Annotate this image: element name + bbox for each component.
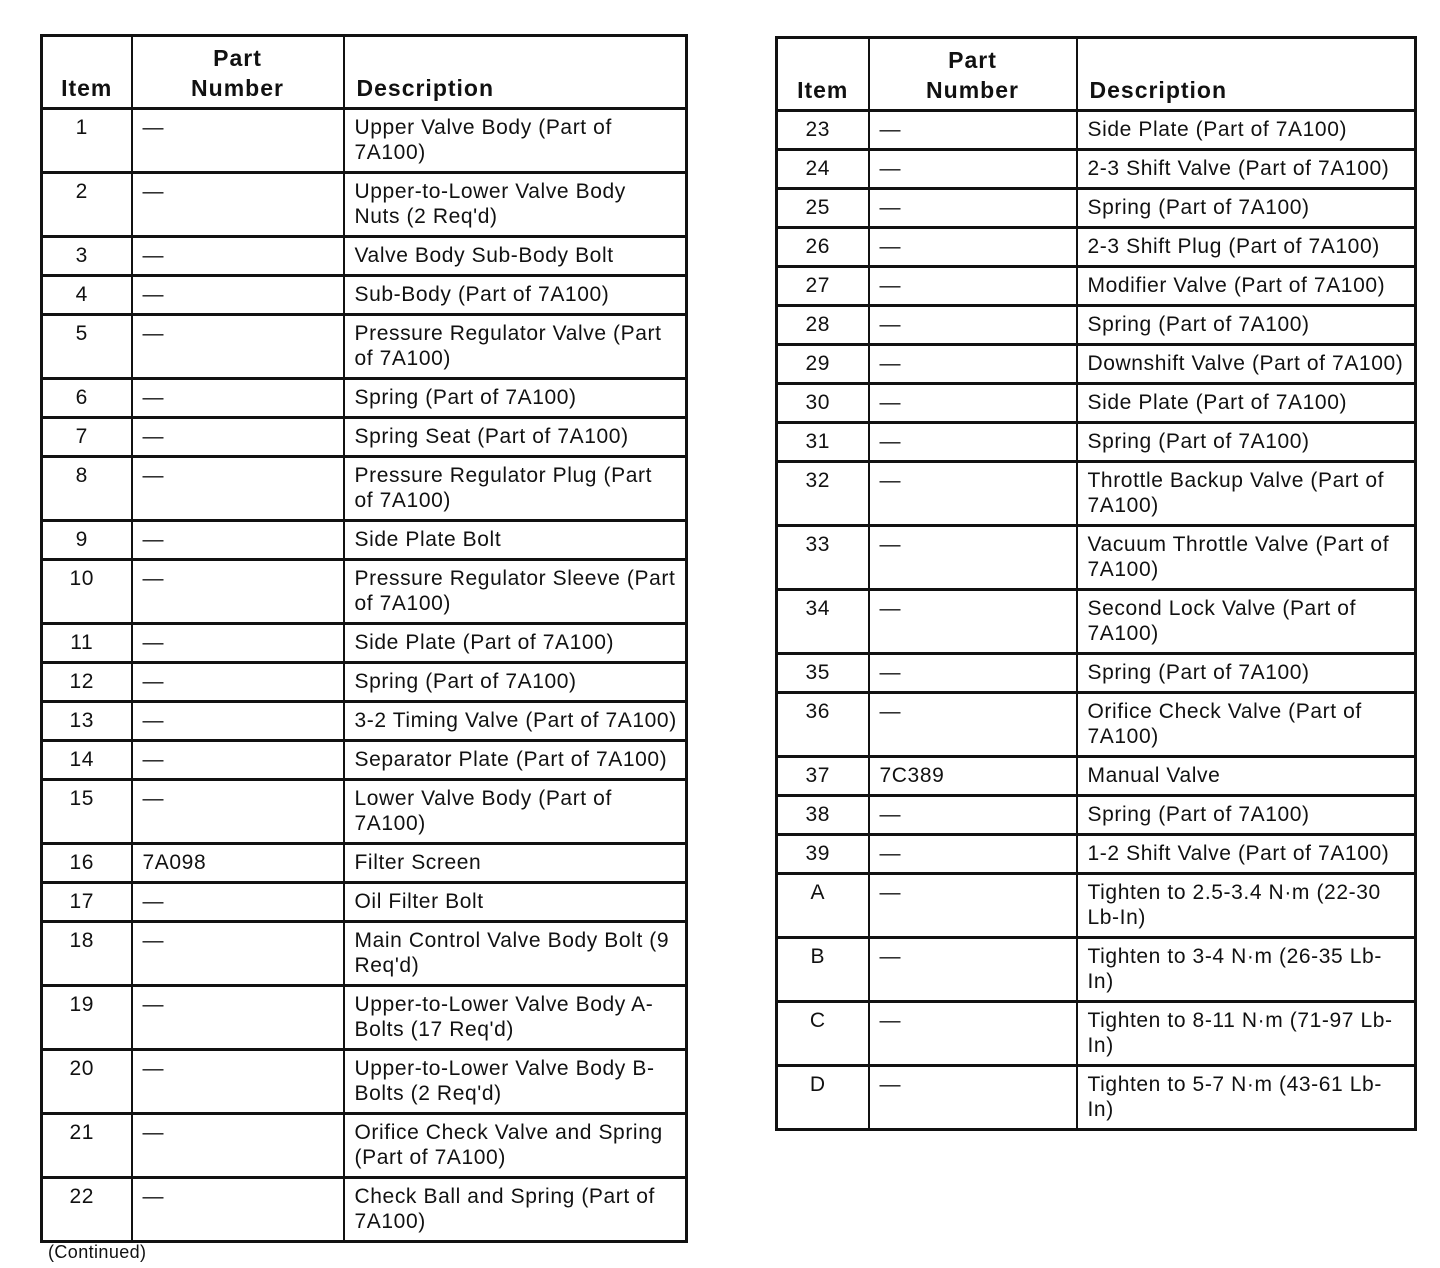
table-row [777, 267, 1416, 306]
table-row [777, 345, 1416, 384]
part-description: Separator Plate (Part of 7A100) [344, 741, 687, 780]
column-header-item: Item [42, 36, 132, 109]
part-number: — [869, 654, 1077, 693]
table-row [42, 1050, 687, 1114]
part-number: — [132, 663, 344, 702]
item-number: 10 [42, 560, 132, 624]
part-description: Pressure Regulator Valve (Part of 7A100) [344, 315, 687, 379]
item-number: A [777, 874, 869, 938]
column-header-part-number: Part Number [132, 36, 344, 109]
table-row [42, 1178, 687, 1242]
part-number: 7A098 [132, 844, 344, 883]
table-row [777, 306, 1416, 345]
table-header-row [42, 36, 687, 109]
column-header-description: Description [1077, 38, 1416, 111]
part-number: — [869, 590, 1077, 654]
item-number: 36 [777, 693, 869, 757]
table-row [777, 938, 1416, 1002]
item-number: C [777, 1002, 869, 1066]
part-description: Manual Valve [1077, 757, 1416, 796]
table-row [777, 796, 1416, 835]
part-number: — [132, 237, 344, 276]
table-row [777, 526, 1416, 590]
table-row [42, 457, 687, 521]
table-row [777, 150, 1416, 189]
table-row [42, 986, 687, 1050]
part-description: Spring (Part of 7A100) [1077, 654, 1416, 693]
table-row [777, 874, 1416, 938]
table-row [777, 654, 1416, 693]
part-number: — [132, 624, 344, 663]
table-row [777, 835, 1416, 874]
part-description: Spring (Part of 7A100) [1077, 189, 1416, 228]
part-number: — [869, 111, 1077, 150]
item-number: 32 [777, 462, 869, 526]
table-row [777, 693, 1416, 757]
item-number: 22 [42, 1178, 132, 1242]
part-number: — [869, 306, 1077, 345]
column-header-part-number: Part Number [869, 38, 1077, 111]
table-row [777, 189, 1416, 228]
part-number: — [869, 345, 1077, 384]
table-row [42, 780, 687, 844]
item-number: 9 [42, 521, 132, 560]
table-row [42, 702, 687, 741]
item-number: 7 [42, 418, 132, 457]
part-number: 7C389 [869, 757, 1077, 796]
table-row [777, 423, 1416, 462]
part-description: 1-2 Shift Valve (Part of 7A100) [1077, 835, 1416, 874]
part-description: Lower Valve Body (Part of 7A100) [344, 780, 687, 844]
part-number: — [869, 150, 1077, 189]
part-number: — [869, 874, 1077, 938]
table-row [777, 462, 1416, 526]
item-number: 26 [777, 228, 869, 267]
item-number: 5 [42, 315, 132, 379]
item-number: 23 [777, 111, 869, 150]
part-description: Side Plate Bolt [344, 521, 687, 560]
part-description: Upper-to-Lower Valve Body A-Bolts (17 Req'd) [344, 986, 687, 1050]
part-description: Upper Valve Body (Part of 7A100) [344, 109, 687, 173]
part-number: — [132, 702, 344, 741]
part-number: — [132, 1114, 344, 1178]
part-number: — [132, 922, 344, 986]
table-row [42, 844, 687, 883]
item-number: 13 [42, 702, 132, 741]
item-number: 20 [42, 1050, 132, 1114]
table-row [42, 173, 687, 237]
table-row [42, 276, 687, 315]
part-description: Oil Filter Bolt [344, 883, 687, 922]
part-number: — [132, 741, 344, 780]
table-row [42, 624, 687, 663]
item-number: 11 [42, 624, 132, 663]
part-number: — [869, 267, 1077, 306]
column-header-description: Description [344, 36, 687, 109]
part-number: — [132, 276, 344, 315]
part-description: Tighten to 3-4 N·m (26-35 Lb-In) [1077, 938, 1416, 1002]
part-number: — [869, 938, 1077, 1002]
table-row [777, 1066, 1416, 1130]
part-number: — [132, 780, 344, 844]
part-number: — [869, 526, 1077, 590]
part-description: Modifier Valve (Part of 7A100) [1077, 267, 1416, 306]
part-number: — [132, 109, 344, 173]
part-number: — [132, 379, 344, 418]
item-number: 18 [42, 922, 132, 986]
table-row [42, 237, 687, 276]
item-number: 37 [777, 757, 869, 796]
part-description: Pressure Regulator Sleeve (Part of 7A100) [344, 560, 687, 624]
part-description: Spring (Part of 7A100) [344, 379, 687, 418]
item-number: 31 [777, 423, 869, 462]
part-description: Spring (Part of 7A100) [1077, 796, 1416, 835]
item-number: 34 [777, 590, 869, 654]
table-row [777, 757, 1416, 796]
item-number: 21 [42, 1114, 132, 1178]
parts-table-left [40, 34, 688, 1243]
item-number: 30 [777, 384, 869, 423]
table-row [42, 418, 687, 457]
part-description: Main Control Valve Body Bolt (9 Req'd) [344, 922, 687, 986]
table-row [777, 228, 1416, 267]
part-description: Tighten to 2.5-3.4 N·m (22-30 Lb-In) [1077, 874, 1416, 938]
part-number: — [132, 418, 344, 457]
parts-table-right [775, 36, 1417, 1131]
item-number: 27 [777, 267, 869, 306]
item-number: 2 [42, 173, 132, 237]
item-number: 4 [42, 276, 132, 315]
part-description: Valve Body Sub-Body Bolt [344, 237, 687, 276]
item-number: 35 [777, 654, 869, 693]
column-header-item: Item [777, 38, 869, 111]
part-number: — [132, 986, 344, 1050]
part-number: — [869, 1066, 1077, 1130]
item-number: 33 [777, 526, 869, 590]
table-row [42, 560, 687, 624]
item-number: 14 [42, 741, 132, 780]
part-description: Filter Screen [344, 844, 687, 883]
item-number: 29 [777, 345, 869, 384]
part-number: — [869, 423, 1077, 462]
part-description: Side Plate (Part of 7A100) [1077, 384, 1416, 423]
part-description: 3-2 Timing Valve (Part of 7A100) [344, 702, 687, 741]
part-description: Throttle Backup Valve (Part of 7A100) [1077, 462, 1416, 526]
item-number: B [777, 938, 869, 1002]
part-number: — [132, 457, 344, 521]
item-number: 28 [777, 306, 869, 345]
item-number: 1 [42, 109, 132, 173]
part-number: — [869, 384, 1077, 423]
table-row [777, 111, 1416, 150]
table-row [42, 883, 687, 922]
table-row [42, 741, 687, 780]
part-description: 2-3 Shift Valve (Part of 7A100) [1077, 150, 1416, 189]
table-row [42, 379, 687, 418]
table-row [777, 384, 1416, 423]
part-number: — [132, 560, 344, 624]
part-number: — [132, 883, 344, 922]
part-description: Second Lock Valve (Part of 7A100) [1077, 590, 1416, 654]
part-description: Downshift Valve (Part of 7A100) [1077, 345, 1416, 384]
part-description: Side Plate (Part of 7A100) [344, 624, 687, 663]
part-number: — [869, 796, 1077, 835]
part-description: Sub-Body (Part of 7A100) [344, 276, 687, 315]
part-number: — [869, 835, 1077, 874]
table-row [777, 590, 1416, 654]
item-number: 16 [42, 844, 132, 883]
item-number: 8 [42, 457, 132, 521]
table-row [42, 1114, 687, 1178]
part-description: Upper-to-Lower Valve Body Nuts (2 Req'd) [344, 173, 687, 237]
item-number: 19 [42, 986, 132, 1050]
part-description: Orifice Check Valve (Part of 7A100) [1077, 693, 1416, 757]
item-number: 15 [42, 780, 132, 844]
part-description: Spring (Part of 7A100) [344, 663, 687, 702]
part-number: — [132, 315, 344, 379]
item-number: 38 [777, 796, 869, 835]
part-description: Spring Seat (Part of 7A100) [344, 418, 687, 457]
table-row [42, 922, 687, 986]
part-number: — [132, 521, 344, 560]
part-description: Upper-to-Lower Valve Body B-Bolts (2 Req'd) [344, 1050, 687, 1114]
table-row [42, 315, 687, 379]
part-number: — [869, 462, 1077, 526]
part-number: — [869, 228, 1077, 267]
part-description: Check Ball and Spring (Part of 7A100) [344, 1178, 687, 1242]
part-description: Orifice Check Valve and Spring (Part of 7A100) [344, 1114, 687, 1178]
part-description: Vacuum Throttle Valve (Part of 7A100) [1077, 526, 1416, 590]
item-number: 24 [777, 150, 869, 189]
part-description: Side Plate (Part of 7A100) [1077, 111, 1416, 150]
part-description: Tighten to 8-11 N·m (71-97 Lb-In) [1077, 1002, 1416, 1066]
table-row [42, 109, 687, 173]
part-number: — [132, 1178, 344, 1242]
item-number: 39 [777, 835, 869, 874]
item-number: 25 [777, 189, 869, 228]
part-number: — [869, 693, 1077, 757]
item-number: 6 [42, 379, 132, 418]
table-row [42, 663, 687, 702]
part-number: — [132, 1050, 344, 1114]
part-description: Spring (Part of 7A100) [1077, 423, 1416, 462]
part-description: Spring (Part of 7A100) [1077, 306, 1416, 345]
item-number: D [777, 1066, 869, 1130]
continued-note: (Continued) [48, 1242, 147, 1262]
table-row [42, 521, 687, 560]
part-number: — [132, 173, 344, 237]
part-description: Tighten to 5-7 N·m (43-61 Lb-In) [1077, 1066, 1416, 1130]
item-number: 17 [42, 883, 132, 922]
item-number: 12 [42, 663, 132, 702]
table-header-row [777, 38, 1416, 111]
part-number: — [869, 189, 1077, 228]
part-number: — [869, 1002, 1077, 1066]
item-number: 3 [42, 237, 132, 276]
table-row [777, 1002, 1416, 1066]
part-description: 2-3 Shift Plug (Part of 7A100) [1077, 228, 1416, 267]
part-description: Pressure Regulator Plug (Part of 7A100) [344, 457, 687, 521]
